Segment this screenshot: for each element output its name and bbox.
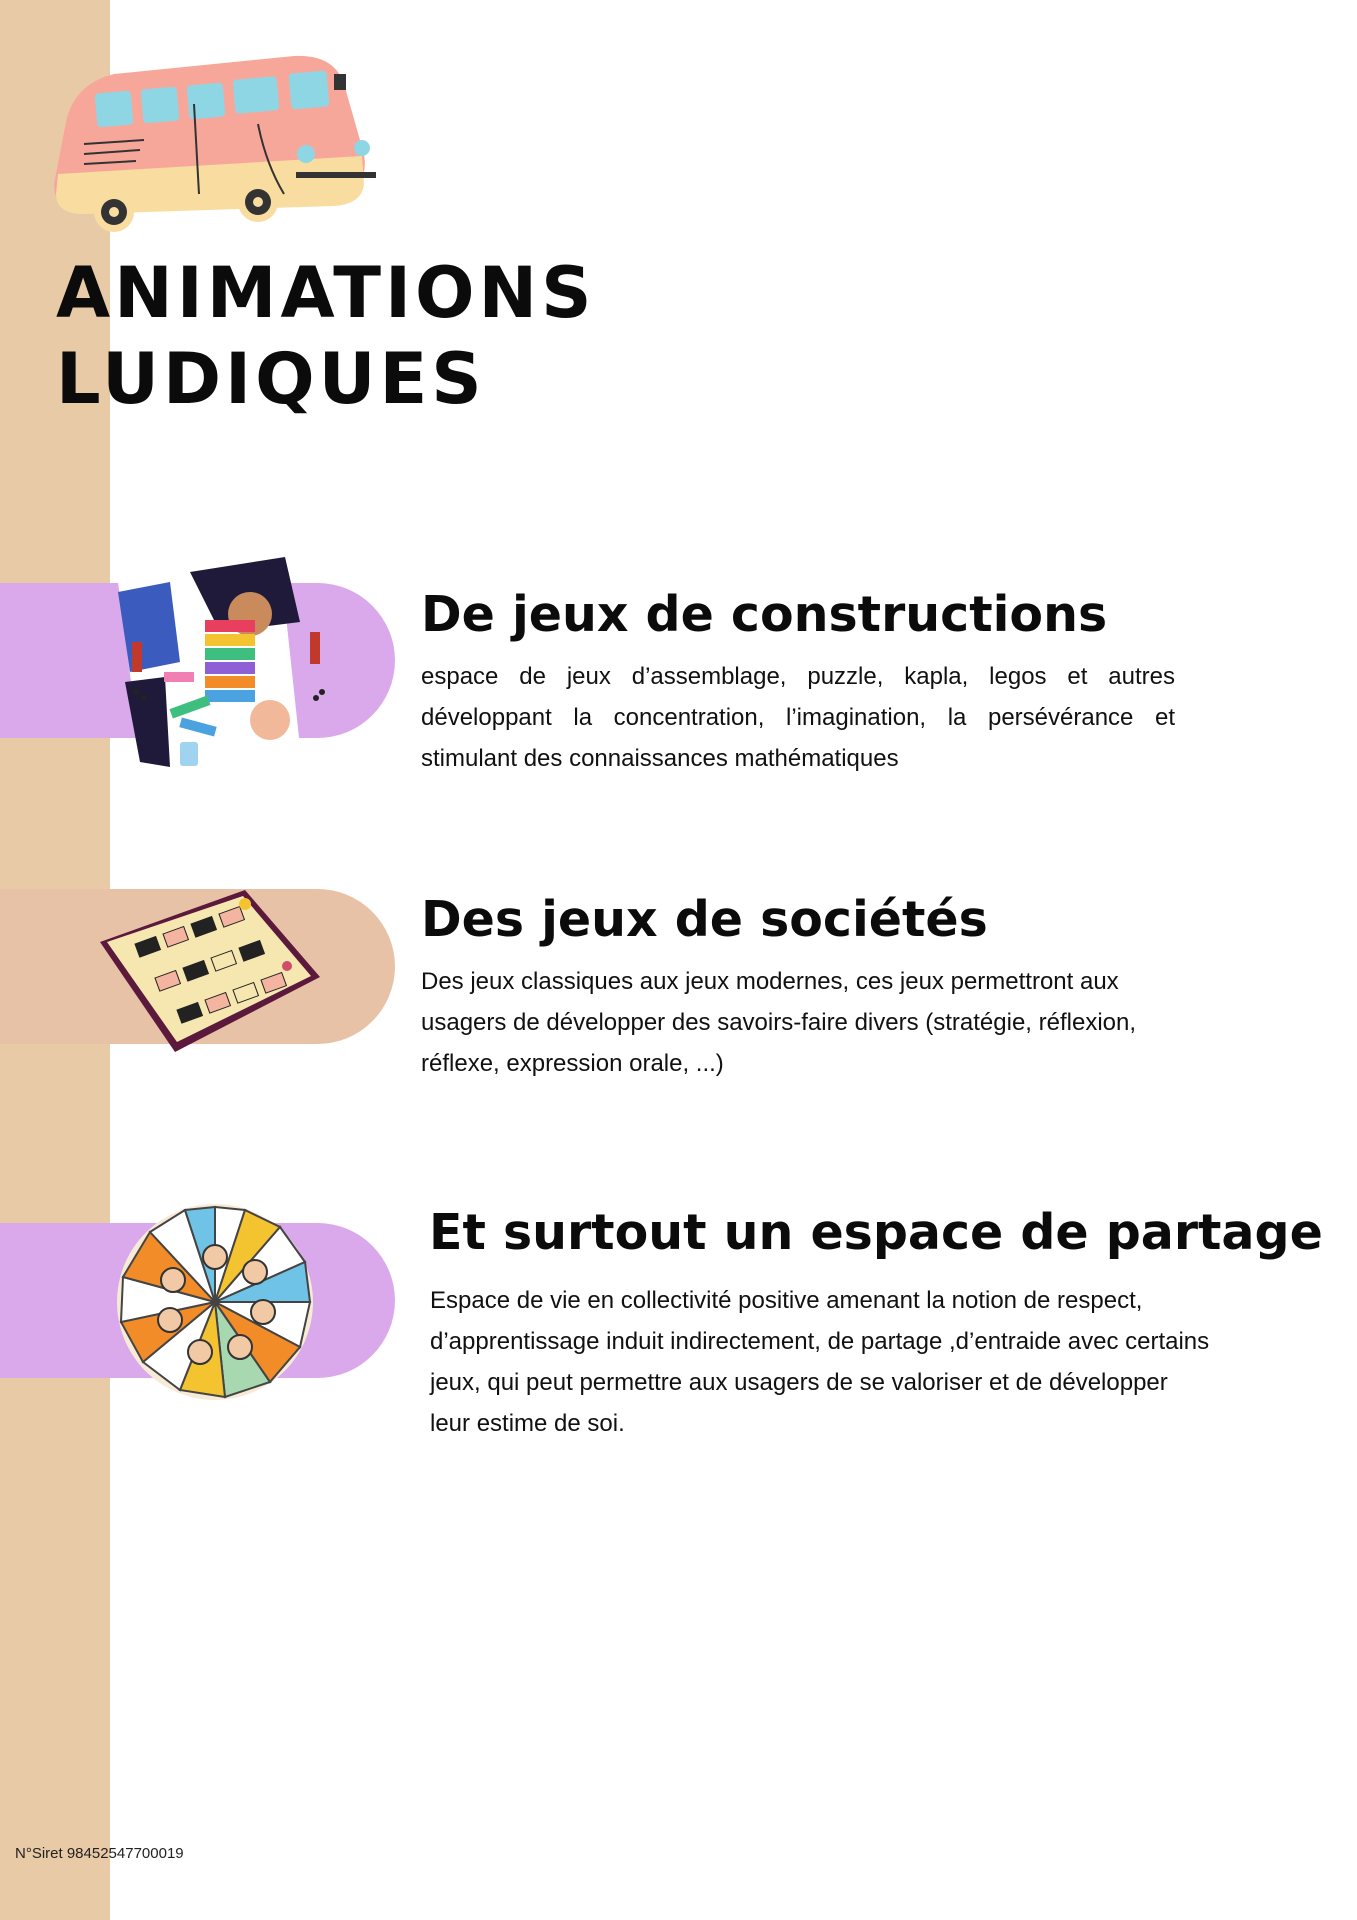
board-game-icon xyxy=(95,882,325,1062)
group-circle-icon xyxy=(115,1202,315,1402)
siret-number: N°Siret 98452547700019 xyxy=(15,1845,184,1862)
van-illustration xyxy=(44,44,384,244)
section-2-title: Des jeux de sociétés xyxy=(421,891,988,948)
page-title xyxy=(56,250,596,422)
section-3-body: Espace de vie en collectivité positive amenant la notion de respect, d’apprentissage induit indirectement, de partage ,d’entraide avec certains jeux, qui peut permettre aux usagers de se valoriser et de développer leur estime de soi. xyxy=(430,1287,1210,1437)
section-1-title: De jeux de constructions xyxy=(421,586,1108,643)
title-line-1: ANIMATIONS xyxy=(56,252,596,334)
section-2-body: Des jeux classiques aux jeux modernes, ces jeux permettront aux usagers de développer des savoirs-faire divers (stratégie, réflexion, réflexe, expression orale, ...) xyxy=(421,968,1137,1077)
section-3-title: Et surtout un espace de partage xyxy=(429,1204,1323,1261)
section-1-body: espace de jeux d’assemblage, puzzle, kapla, legos et autres développant la concentration, l’imagination, la persévérance et stimulant des connaissances mathématiques xyxy=(421,663,1175,772)
title-line-2: LUDIQUES xyxy=(56,338,486,420)
building-blocks-icon xyxy=(110,552,330,777)
